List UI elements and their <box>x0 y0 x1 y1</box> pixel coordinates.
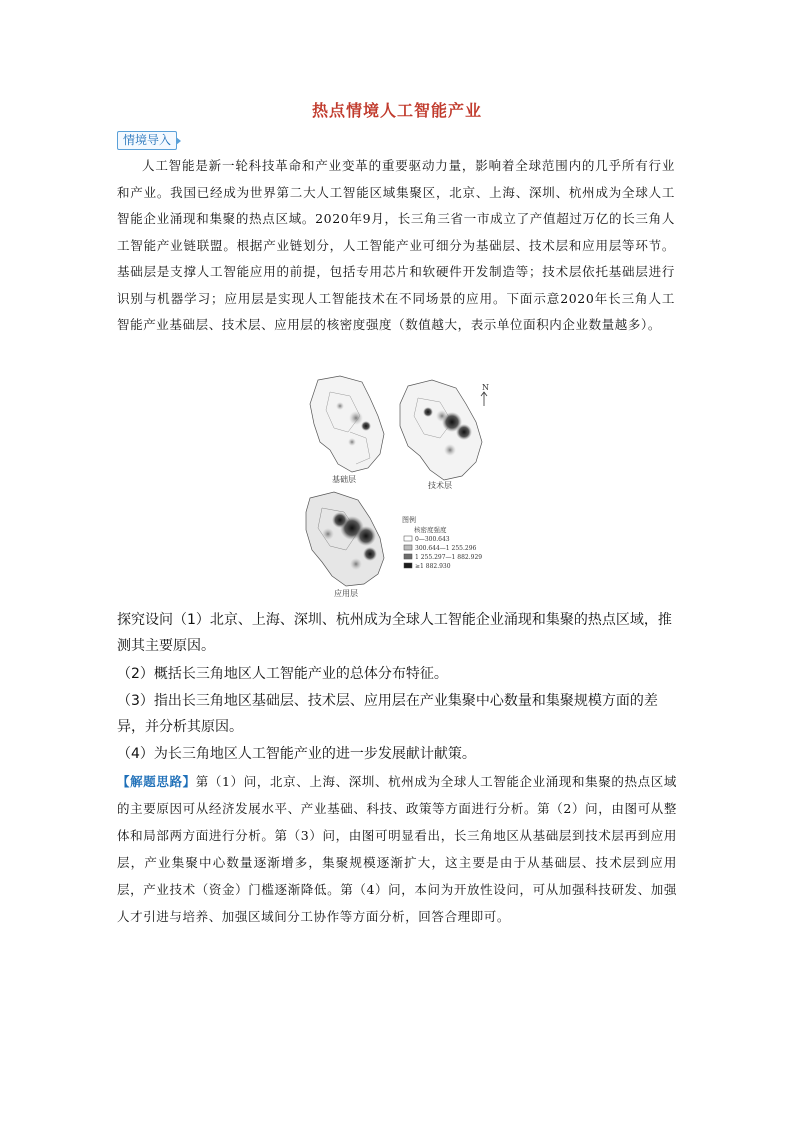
legend-item-2: 1 255.297—1 882.929 <box>415 554 483 561</box>
legend-item-3: ≥1 882.930 <box>415 563 451 570</box>
map-label-tech: 技术层 <box>428 481 452 490</box>
question-3: （3）指出长三角地区基础层、技术层、应用层在产业集聚中心数量和集聚规模方面的差异，并分析其原因。 <box>117 693 658 735</box>
legend-item-0: 0—300.643 <box>415 536 450 543</box>
legend-swatch-3 <box>404 563 412 568</box>
intro-paragraph: 人工智能是新一轮科技革命和产业变革的重要驱动力量，影响着全球范围内的几乎所有行业和产业。我国已经成为世界第二大人工智能区域集聚区，北京、上海、深圳、杭州成为全球人工智能企业涌现和集聚的热点区域。2020年9月，长三角三省一市成立了产值超过万亿的长三角人工智能产业链联盟。根据产业链划分，人工智能产业可细分为基础层、技术层和应用层等环节。基础层是支撑人工智能应用的前提，包括专用芯片和软硬件开发制造等；技术层依托基础层进行识别与机器学习；应用层是实现人工智能技术在不同场景的应用。下面示意2020年长三角人工智能产业基础层、技术层、应用层的核密度强度（数值越大，表示单位面积内企业数量越多）。 <box>117 158 675 332</box>
analysis-paragraph <box>117 768 677 930</box>
question-1: 探究设问（1）北京、上海、深圳、杭州成为全球人工智能企业涌现和集聚的热点区域，推测其主要原因。 <box>117 612 672 654</box>
map-label-base: 基础层 <box>332 475 356 484</box>
map-tech-layer <box>400 380 489 490</box>
analysis-head: 【解题思路】 <box>117 774 196 789</box>
question-4: （4）为长三角地区人工智能产业的进一步发展献计献策。 <box>117 746 476 762</box>
legend <box>402 515 482 570</box>
legend-item-1: 300.644—1 255.296 <box>415 545 477 552</box>
legend-swatch-1 <box>404 545 412 550</box>
section-tag: 情境导入 <box>117 131 177 150</box>
north-arrow: N <box>482 383 489 392</box>
question-2: （2）概括长三角地区人工智能产业的总体分布特征。 <box>117 666 448 682</box>
legend-swatch-0 <box>404 536 412 541</box>
legend-subtitle: 核密度强度 <box>414 526 447 534</box>
legend-swatch-2 <box>404 554 412 559</box>
legend-title: 图例 <box>402 516 416 524</box>
page-title: 热点情境人工智能产业 <box>311 101 482 120</box>
kernel-density-maps <box>300 372 500 598</box>
map-base-layer <box>310 376 384 484</box>
analysis-body: 第（1）问，北京、上海、深圳、杭州成为全球人工智能企业涌现和集聚的热点区域的主要原因可从经济发展水平、产业基础、科技、政策等方面进行分析。第（2）问，由图可从整体和局部两方面进行分析。第（3）问，由图可明显看出，长三角地区从基础层到技术层再到应用层，产业集聚中心数量逐渐增多，集聚规模逐渐扩大，这主要是由于从基础层、技术层到应用层，产业技术（资金）门槛逐渐降低。第（4）问，本问为开放性设问，可从加强科技研发、加强人才引进与培养、加强区域间分工协作等方面分析，回答合理即可。 <box>117 774 677 924</box>
map-label-application: 应用层 <box>334 589 358 598</box>
figure <box>300 372 500 598</box>
map-application-layer <box>306 492 384 598</box>
